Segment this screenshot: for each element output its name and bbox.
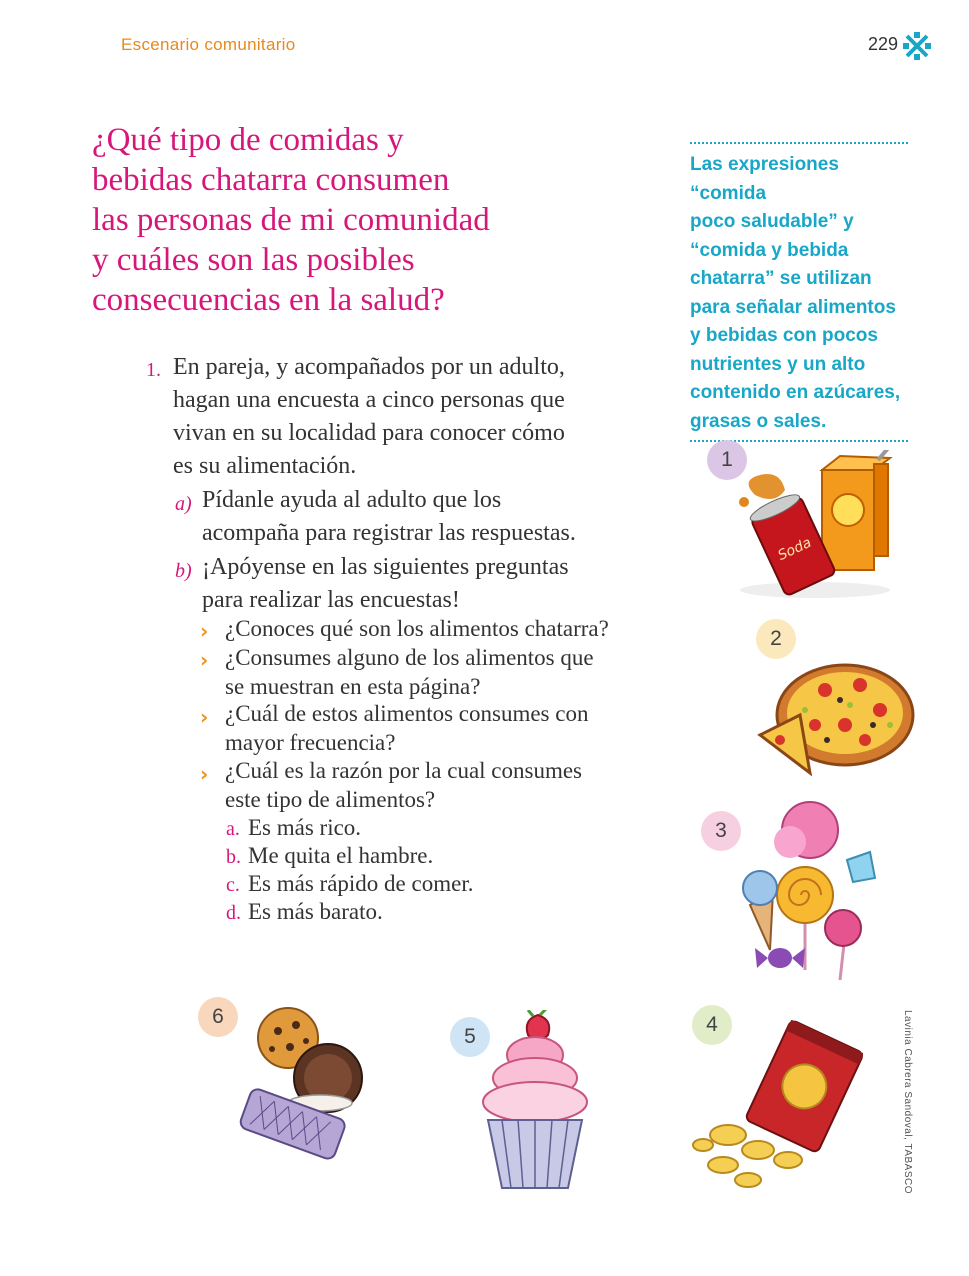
note-line: nutrientes y un alto: [690, 353, 866, 375]
item-line: Pídanle ayuda al adulto que los: [202, 487, 502, 513]
page-title: [92, 120, 632, 320]
svg-text:Soda: Soda: [775, 534, 814, 565]
note-line: para señalar alimentos: [690, 296, 896, 318]
activity-instructions: [173, 351, 683, 483]
question-line: ¿Cuál de estos alimentos consumes con: [225, 701, 589, 726]
cookies-icon: [238, 1003, 378, 1163]
option-text: Es más rápido de comer.: [248, 871, 474, 896]
note-line: poco saludable” y: [690, 211, 854, 232]
activity-number: 1.: [146, 359, 161, 381]
question-line: ¿Cuál es la razón por la cual consumes: [225, 758, 583, 783]
question-line: mayor frecuencia?: [225, 729, 396, 755]
note-line: y bebidas con pocos: [690, 325, 878, 346]
item-a: [202, 484, 692, 550]
illustration-number-badge: 2: [756, 619, 796, 659]
instruction-line: vivan en su localidad para conocer cómo: [173, 420, 565, 446]
note-line: contenido en azúcares,: [690, 382, 901, 403]
instruction-line: es su alimentación.: [173, 453, 357, 479]
item-letter-a: a): [175, 493, 192, 515]
question-line: ¿Conoces qué son los alimentos chatarra?: [225, 616, 609, 641]
option-letter: c.: [226, 874, 240, 896]
title-line: consecuencias en la salud?: [92, 282, 445, 318]
survey-question: [225, 615, 695, 644]
illustration-number-badge: 4: [692, 1005, 732, 1045]
title-line: bebidas chatarra consumen: [92, 162, 450, 198]
chips-icon: [688, 1020, 863, 1200]
pizza-icon: [755, 655, 915, 780]
option-letter: d.: [226, 902, 241, 924]
note-line: Las expresiones “comida: [690, 154, 839, 204]
book-logo-icon: [903, 32, 931, 60]
item-line: para realizar las encuestas!: [202, 587, 460, 613]
illustration-number-badge: 3: [701, 811, 741, 851]
illustration-number-badge: 1: [707, 440, 747, 480]
candies-icon: [735, 800, 885, 990]
chevron-bullet-icon: ›: [200, 648, 209, 672]
title-line: ¿Qué tipo de comidas y: [92, 122, 404, 158]
illustrator-credit: Lavinia Cabrera Sandoval, TABASCO: [902, 1010, 913, 1194]
chevron-bullet-icon: ›: [200, 705, 209, 729]
soda-juice-icon: [730, 450, 900, 600]
note-line: “comida y bebida: [690, 239, 849, 261]
question-line: este tipo de alimentos?: [225, 786, 436, 812]
option-text: Me quita el hambre.: [248, 843, 434, 868]
survey-question: [225, 700, 695, 757]
sidebar-note: [690, 142, 908, 442]
question-line: se muestran en esta página?: [225, 673, 481, 699]
note-line: chatarra” se utilizan: [690, 268, 872, 289]
item-b: [202, 551, 692, 617]
illustration-number-badge: 5: [450, 1017, 490, 1057]
chevron-bullet-icon: ›: [200, 619, 209, 643]
chevron-bullet-icon: ›: [200, 762, 209, 786]
option-letter: b.: [226, 846, 241, 868]
title-line: las personas de mi comunidad: [92, 202, 490, 238]
instruction-line: En pareja, y acompañados por un adulto,: [173, 354, 565, 380]
item-line: acompaña para registrar las respuestas.: [202, 520, 576, 546]
item-letter-b: b): [175, 560, 192, 582]
option-text: Es más barato.: [248, 899, 383, 924]
item-line: ¡Apóyense en las siguientes preguntas: [202, 554, 569, 580]
survey-question: [225, 757, 695, 814]
note-line: grasas o sales.: [690, 410, 827, 432]
option-text: Es más rico.: [248, 815, 362, 840]
instruction-line: hagan una encuesta a cinco personas que: [173, 387, 565, 413]
survey-question: [225, 644, 695, 701]
page-number: 229: [868, 34, 899, 54]
title-line: y cuáles son las posibles: [92, 242, 415, 278]
cupcake-icon: [478, 1010, 593, 1195]
question-line: ¿Consumes alguno de los alimentos que: [225, 645, 594, 670]
illustration-number-badge: 6: [198, 997, 238, 1037]
option-letter: a.: [226, 818, 240, 840]
section-title: Escenario comunitario: [121, 35, 296, 54]
